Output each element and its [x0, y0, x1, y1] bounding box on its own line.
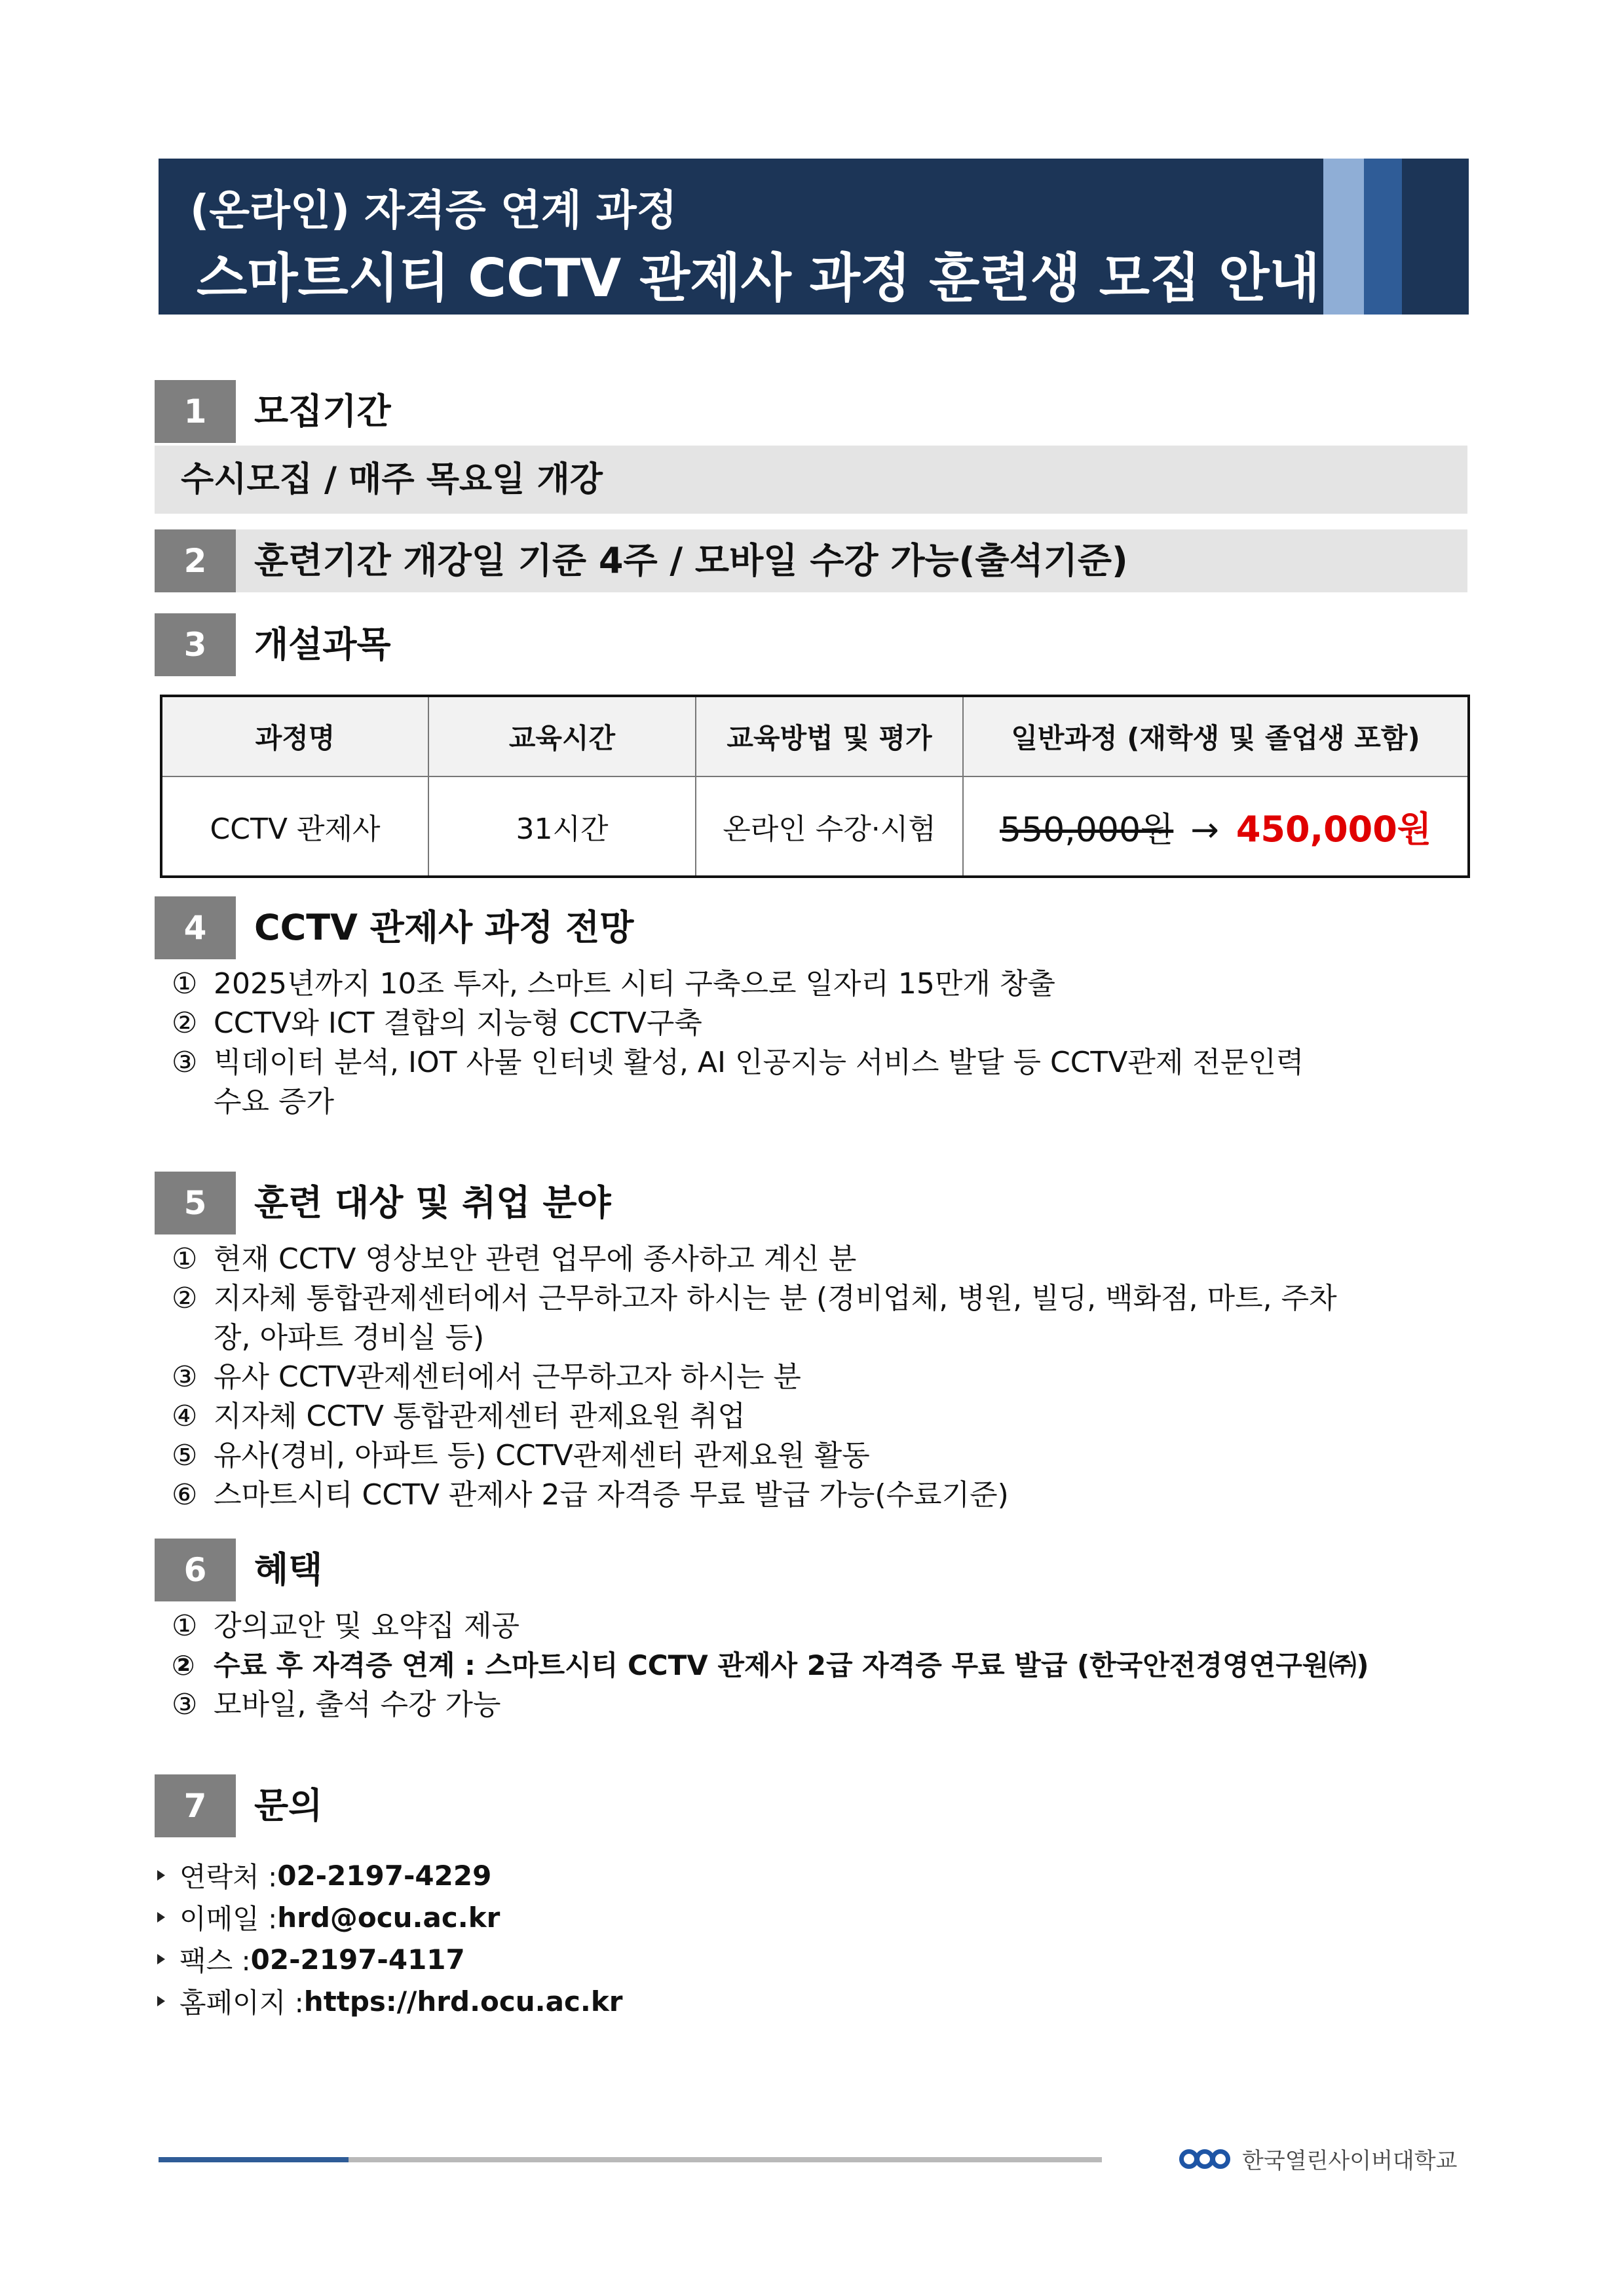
table-header-row	[161, 696, 1469, 776]
section-number: 7	[155, 1774, 236, 1837]
new-price: 450,000원	[1236, 808, 1431, 850]
outlook-list	[172, 965, 1304, 1122]
contact-list	[157, 1854, 622, 2022]
course-name: CCTV 관제사	[161, 776, 428, 877]
banner-stripe-light	[1323, 159, 1364, 315]
list-text: 2025년까지 10조 투자, 스마트 시티 구축으로 일자리 15만개 창출	[214, 967, 1055, 1001]
section-number: 2	[155, 529, 236, 592]
contact-label: 연락처 :	[179, 1861, 278, 1893]
list-marker: ①	[172, 967, 198, 1001]
bullet-icon	[157, 1954, 165, 1964]
section-number: 3	[155, 613, 236, 676]
list-text: 강의교안 및 요약집 제공	[214, 1609, 519, 1643]
list-item	[172, 1646, 1369, 1685]
benefits-list	[172, 1607, 1369, 1725]
footer-line	[349, 2157, 1102, 2162]
list-text: 장, 아파트 경비실 등)	[214, 1321, 485, 1354]
footer-line-accent	[159, 2157, 349, 2162]
contact-label: 팩스 :	[179, 1945, 251, 1977]
list-item	[172, 1436, 1337, 1476]
list-text: 모바일, 출석 수강 가능	[214, 1688, 501, 1721]
list-marker: ②	[172, 1006, 198, 1040]
list-item	[172, 1004, 1304, 1043]
list-marker: ②	[172, 1282, 198, 1315]
course-table	[160, 695, 1470, 878]
table-row	[161, 776, 1469, 877]
list-marker: ①	[172, 1609, 198, 1643]
contact-label: 홈페이지 :	[179, 1987, 304, 2019]
list-item	[172, 1082, 1304, 1122]
contact-value[interactable]: https://hrd.ocu.ac.kr	[303, 1985, 623, 2018]
banner-subtitle: (온라인) 자격증 연계 과정	[190, 187, 677, 235]
targets-list	[172, 1240, 1337, 1515]
table-header: 교육시간	[428, 696, 696, 776]
list-text: 지자체 통합관제센터에서 근무하고자 하시는 분 (경비업체, 병원, 빌딩, 백화점, 마트, 주차	[214, 1282, 1337, 1315]
list-item	[172, 1240, 1337, 1279]
contact-fax	[157, 1938, 622, 1980]
list-text: CCTV와 ICT 결합의 지능형 CCTV구축	[214, 1006, 702, 1040]
list-text: 수요 증가	[214, 1085, 335, 1119]
table-header: 교육방법 및 평가	[696, 696, 963, 776]
list-marker: ④	[172, 1400, 198, 1433]
contact-label: 이메일 :	[179, 1903, 278, 1935]
table-header: 과정명	[161, 696, 428, 776]
contact-value[interactable]: 02-2197-4229	[277, 1859, 492, 1892]
section-number: 4	[155, 896, 236, 959]
list-item	[172, 1476, 1337, 1515]
list-text: 유사 CCTV관제센터에서 근무하고자 하시는 분	[214, 1360, 801, 1394]
bullet-icon	[157, 1996, 165, 2006]
list-item	[172, 965, 1304, 1004]
list-marker: ⑤	[172, 1439, 198, 1472]
list-item	[172, 1397, 1337, 1436]
course-method: 온라인 수강·시험	[696, 776, 963, 877]
list-marker	[172, 1082, 214, 1122]
footer-logo	[1179, 2143, 1457, 2175]
banner-stripe-dark	[1364, 159, 1402, 315]
section-band	[236, 529, 1467, 592]
list-text: 수료 후 자격증 연계 : 스마트시티 CCTV 관제사 2급 자격증 무료 발급 (한국안전경영연구원㈜)	[214, 1649, 1369, 1681]
recruit-period: 수시모집 / 매주 목요일 개강	[155, 446, 1467, 514]
list-marker: ③	[172, 1688, 198, 1721]
list-item	[172, 1279, 1337, 1318]
section-title: CCTV 관제사 과정 전망	[254, 907, 634, 948]
course-hours: 31시간	[428, 776, 696, 877]
contact-value[interactable]: hrd@ocu.ac.kr	[277, 1901, 500, 1934]
list-marker: ①	[172, 1242, 198, 1276]
arrow-icon: →	[1190, 810, 1219, 850]
list-item	[172, 1043, 1304, 1082]
contact-phone	[157, 1854, 622, 1896]
org-name: 한국열린사이버대학교	[1242, 2148, 1458, 2174]
old-price: 550,000원	[1000, 810, 1174, 850]
section-number: 6	[155, 1539, 236, 1601]
contact-homepage	[157, 1980, 622, 2022]
list-marker: ③	[172, 1046, 198, 1079]
section-title: 문의	[254, 1785, 323, 1826]
list-text: 스마트시티 CCTV 관제사 2급 자격증 무료 발급 가능(수료기준)	[214, 1478, 1009, 1512]
list-marker	[172, 1318, 214, 1358]
section-title: 개설과목	[254, 624, 391, 665]
bullet-icon	[157, 1912, 165, 1923]
contact-value: 02-2197-4117	[250, 1943, 465, 1976]
list-text: 유사(경비, 아파트 등) CCTV관제센터 관제요원 활동	[214, 1439, 870, 1472]
bullet-icon	[157, 1870, 165, 1881]
list-marker: ⑥	[172, 1478, 198, 1512]
list-item	[172, 1318, 1337, 1358]
list-text: 지자체 CCTV 통합관제센터 관제요원 취업	[214, 1400, 746, 1433]
banner-title: 스마트시티 CCTV 관제사 과정 훈련생 모집 안내	[197, 248, 1320, 309]
section-title: 훈련기간 개강일 기준 4주 / 모바일 수강 가능(출석기준)	[254, 540, 1128, 581]
list-marker: ③	[172, 1360, 198, 1394]
section-number: 5	[155, 1172, 236, 1234]
ocu-logo-icon	[1211, 2149, 1230, 2169]
title-banner	[159, 159, 1469, 315]
list-marker: ②	[172, 1649, 195, 1681]
course-price	[963, 776, 1469, 877]
list-item	[172, 1607, 1369, 1646]
section-number: 1	[155, 380, 236, 443]
section-title: 모집기간	[254, 391, 391, 432]
section-title: 훈련 대상 및 취업 분야	[254, 1182, 611, 1223]
list-item	[172, 1685, 1369, 1725]
list-text: 빅데이터 분석, IOT 사물 인터넷 활성, AI 인공지능 서비스 발달 등 CCTV관제 전문인력	[214, 1046, 1304, 1079]
table-header: 일반과정 (재학생 및 졸업생 포함)	[963, 696, 1469, 776]
section-title: 혜택	[254, 1549, 323, 1590]
list-text: 현재 CCTV 영상보안 관련 업무에 종사하고 계신 분	[214, 1242, 857, 1276]
contact-email	[157, 1896, 622, 1938]
list-item	[172, 1358, 1337, 1397]
